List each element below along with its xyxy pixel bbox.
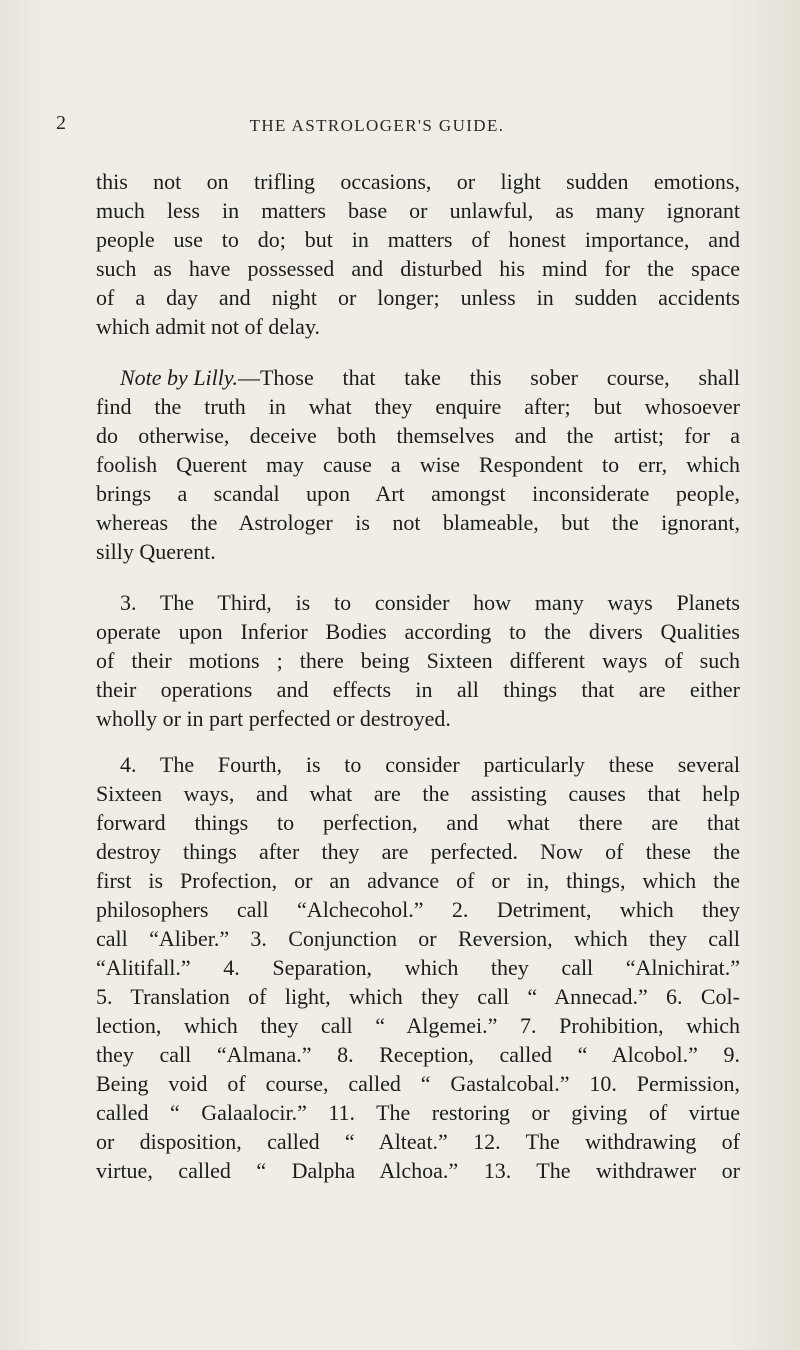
text-line: operate upon Inferior Bodies according to the divers Qualities xyxy=(96,619,740,644)
body-text xyxy=(96,167,740,1185)
text-line: silly Querent. xyxy=(96,539,216,564)
text-line: do otherwise, deceive both themselves and the artist; for a xyxy=(96,423,740,448)
note-lead: Note by Lilly. xyxy=(120,365,238,390)
text-line: which admit not of delay. xyxy=(96,314,321,339)
paragraph-1 xyxy=(96,167,740,341)
paragraph-4 xyxy=(96,750,740,1185)
text-line: lection, which they call “ Algemei.” 7. Prohibition, which xyxy=(96,1013,740,1038)
text-line: their operations and effects in all things that are either xyxy=(96,677,740,702)
text-line: brings a scandal upon Art amongst inconsiderate people, xyxy=(96,481,740,506)
text-line: find the truth in what they enquire after; but whosoever xyxy=(96,394,740,419)
text-line: people use to do; but in matters of honest importance, and xyxy=(96,227,740,252)
text-line: philosophers call “Alchecohol.” 2. Detriment, which they xyxy=(96,897,740,922)
text-line: they call “Almana.” 8. Reception, called “ Alcobol.” 9. xyxy=(96,1042,740,1067)
text-line: forward things to perfection, and what there are that xyxy=(96,810,740,835)
text-line: of a day and night or longer; unless in sudden accidents xyxy=(96,285,740,310)
text-line: 4. The Fourth, is to consider particularly these several xyxy=(120,752,740,777)
text-line: foolish Querent may cause a wise Respondent to err, which xyxy=(96,452,740,477)
page-number: 2 xyxy=(56,112,66,134)
text-line: first is Profection, or an advance of or in, things, which the xyxy=(96,868,740,893)
text-line: called “ Galaalocir.” 11. The restoring or giving of virtue xyxy=(96,1100,740,1125)
text-line-with-lead xyxy=(96,363,740,392)
text-line: whereas the Astrologer is not blameable, but the ignorant, xyxy=(96,510,740,535)
text-line: destroy things after they are perfected. Now of these the xyxy=(96,839,740,864)
text-line: —Those that take this sober course, shall xyxy=(237,365,740,390)
text-line: wholly or in part perfected or destroyed. xyxy=(96,706,451,731)
paragraph-2 xyxy=(96,363,740,566)
text-line: this not on trifling occasions, or light sudden emotions, xyxy=(96,169,740,194)
running-head: THE ASTROLOGER'S GUIDE. xyxy=(249,116,505,135)
text-line: of their motions ; there being Sixteen different ways of such xyxy=(96,648,740,673)
text-line: much less in matters base or unlawful, as many ignorant xyxy=(96,198,740,223)
text-line: 3. The Third, is to consider how many ways Planets xyxy=(120,590,740,615)
text-line: 5. Translation of light, which they call “ Annecad.” 6. Col- xyxy=(96,984,740,1009)
text-line: call “Aliber.” 3. Conjunction or Reversion, which they call xyxy=(96,926,740,951)
text-line: such as have possessed and disturbed his mind for the space xyxy=(96,256,740,281)
paragraph-3 xyxy=(96,588,740,733)
text-line: or disposition, called “ Alteat.” 12. The withdrawing of xyxy=(96,1129,740,1154)
text-line: virtue, called “ Dalpha Alchoa.” 13. The withdrawer or xyxy=(96,1158,740,1183)
text-line: Being void of course, called “ Gastalcobal.” 10. Permission, xyxy=(96,1071,740,1096)
text-line: “Alitifall.” 4. Separation, which they call “Alnichirat.” xyxy=(96,955,740,980)
text-line: Sixteen ways, and what are the assisting causes that help xyxy=(96,781,740,806)
